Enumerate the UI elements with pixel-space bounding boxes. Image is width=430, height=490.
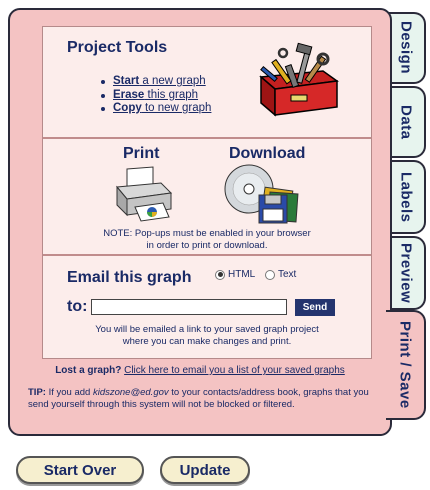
print-title: Print bbox=[123, 145, 160, 162]
email-to-label: to: bbox=[67, 298, 88, 315]
radio-dot-unselected bbox=[265, 270, 275, 280]
project-tools-list bbox=[101, 75, 211, 116]
format-text-label: Text bbox=[278, 269, 297, 280]
email-input[interactable] bbox=[91, 299, 287, 315]
tip-text bbox=[28, 387, 378, 411]
send-button[interactable]: Send bbox=[295, 299, 335, 316]
email-note-line1: You will be emailed a link to your saved graph project bbox=[95, 324, 319, 335]
copy-link-rest: to new graph bbox=[141, 102, 212, 114]
lost-graph-prefix: Lost a graph? bbox=[55, 365, 122, 376]
format-html-label: HTML bbox=[228, 269, 256, 280]
tab-design[interactable] bbox=[388, 12, 426, 84]
format-text-radio[interactable] bbox=[265, 269, 296, 280]
tab-labels-label: Labels bbox=[397, 171, 415, 223]
tip-email: kidszone@ed.gov bbox=[92, 387, 169, 398]
download-title: Download bbox=[229, 145, 306, 162]
tip-before: If you add bbox=[45, 387, 93, 398]
tools-container bbox=[42, 26, 372, 359]
email-section bbox=[43, 256, 371, 360]
erase-graph-link[interactable] bbox=[101, 89, 211, 103]
tip-label: TIP: bbox=[28, 387, 46, 398]
tab-preview[interactable] bbox=[388, 236, 426, 310]
copy-graph-link[interactable] bbox=[101, 102, 211, 116]
erase-link-rest: this graph bbox=[144, 88, 199, 101]
printer-icon[interactable] bbox=[113, 165, 175, 223]
print-note-line2: in order to print or download. bbox=[146, 239, 268, 251]
tab-preview-label: Preview bbox=[397, 242, 415, 304]
copy-link-bold: Copy bbox=[113, 102, 142, 114]
tab-data-label: Data bbox=[397, 104, 415, 140]
tab-print-save-label: Print / Save bbox=[396, 321, 414, 409]
start-link-rest: a new graph bbox=[139, 75, 206, 87]
tab-print-save[interactable] bbox=[386, 310, 426, 420]
format-html-radio[interactable] bbox=[215, 269, 255, 280]
tab-data[interactable] bbox=[388, 86, 426, 158]
print-note-line1: NOTE: Pop-ups must be enabled in your browser bbox=[103, 228, 311, 239]
start-link-bold: Start bbox=[113, 75, 140, 87]
update-button[interactable]: Update bbox=[160, 456, 250, 484]
start-new-graph-link[interactable] bbox=[101, 75, 211, 89]
print-download-section bbox=[43, 139, 371, 256]
lost-graph-line bbox=[8, 365, 392, 376]
start-over-button[interactable]: Start Over bbox=[16, 456, 144, 484]
radio-dot-selected bbox=[215, 270, 225, 280]
project-tools-section bbox=[43, 27, 371, 139]
tab-design-label: Design bbox=[397, 21, 415, 75]
email-note-line2: where you can make changes and print. bbox=[122, 335, 292, 347]
tab-labels[interactable] bbox=[388, 160, 426, 234]
erase-link-bold: Erase bbox=[113, 88, 145, 101]
project-tools-title: Project Tools bbox=[67, 39, 168, 56]
email-saved-graphs-link[interactable]: Click here to email you a list of your saved graphs bbox=[124, 365, 345, 376]
toolbox-icon bbox=[253, 37, 343, 119]
tip-after: to your contacts/address book, graphs that you send yourself through this system will not be blocked or filtered. bbox=[28, 387, 369, 410]
download-disk-icon[interactable] bbox=[223, 163, 303, 227]
email-title: Email this graph bbox=[67, 269, 192, 286]
